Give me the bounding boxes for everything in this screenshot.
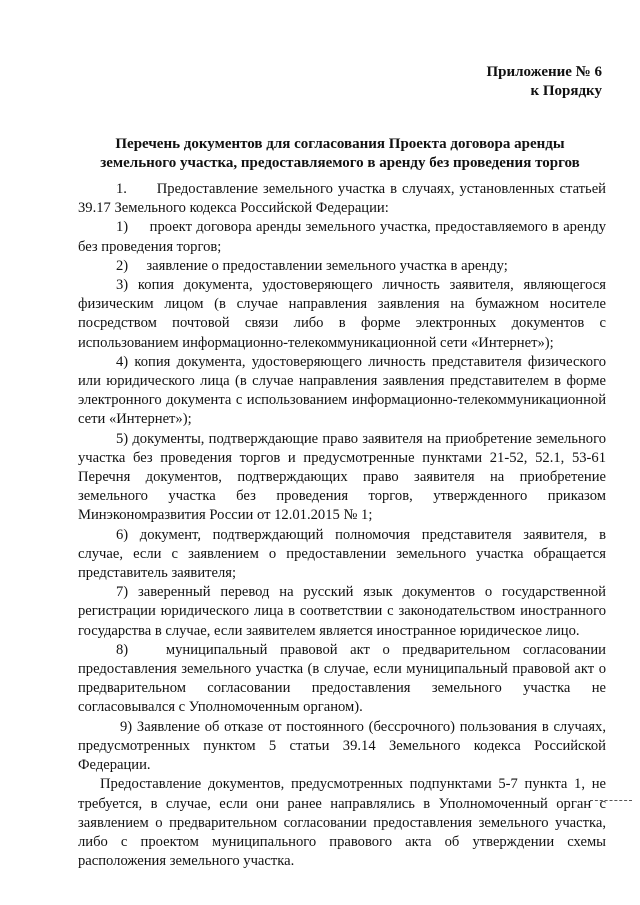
appendix-number: Приложение № 6 xyxy=(486,64,602,80)
paragraph-subitem-2: 2) заявление о предоставлении земельного участка в аренду; xyxy=(116,257,508,274)
document-title xyxy=(80,135,600,173)
paragraph-subitem-4: 4) копия документа, удостоверяющего личность представителя физического или юридического лица (в случае направления заявления представителем в форме электронного документа с использованием информационно-телекоммуникационной сети «Интернет»); xyxy=(78,353,606,428)
scan-artifact-line xyxy=(590,800,632,801)
paragraph-subitem-1: 1) проект договора аренды земельного участка, предоставляемого в аренду без проведения торгов; xyxy=(78,219,606,255)
paragraph-item-1: 1. Предоставление земельного участка в случаях, установленных статьей 39.17 Земельного кодекса Российской Федерации: xyxy=(78,181,606,217)
paragraph-subitem-7: 7) заверенный перевод на русский язык документов о государственной регистрации юридического лица в соответствии с законодательством иностранного государства в случае, если заявителем является иностранное юридическое лицо. xyxy=(78,584,606,639)
title-line-1: Перечень документов для согласования Проекта договора аренды xyxy=(115,136,565,152)
paragraph-subitem-3: 3) копия документа, удостоверяющего личность заявителя, являющегося физическим лицом (в случае направления заявления на бумажном носителе посредством почтовой связи либо в форме электронных документов с использованием информационно-телекоммуникационной сети «Интернет»); xyxy=(78,277,606,351)
paragraph-note: Предоставление документов, предусмотренных подпунктами 5-7 пункта 1, не требуется, в случае, если они ранее направлялись в Уполномоченный орган с заявлением о предварительном согласовании предоставления земельного участка, либо с проектом муниципального правового акта об утверждении схемы расположения земельного участка. xyxy=(78,776,606,870)
appendix-header xyxy=(486,63,602,101)
paragraph-subitem-6: 6) документ, подтверждающий полномочия представителя заявителя, в случае, если с заявлением о предоставлении земельного участка обращается представитель заявителя; xyxy=(78,526,606,582)
paragraph-subitem-9: 9) Заявление об отказе от постоянного (бессрочного) пользования в случаях, предусмотренных пунктом 5 статьи 39.14 Земельного кодекса Российской Федерации. xyxy=(78,718,606,774)
title-line-2: земельного участка, предоставляемого в аренду без проведения торгов xyxy=(100,155,580,171)
appendix-reference: к Порядку xyxy=(530,83,602,99)
paragraph-subitem-8: 8) муниципальный правовой акт о предварительном согласовании предоставления земельного участка (в случае, если муниципальный правовой акт о предварительном согласовании предоставления земельного участка не согласовывался с Уполномоченным органом). xyxy=(78,641,606,716)
document-body xyxy=(78,180,606,871)
paragraph-subitem-5: 5) документы, подтверждающие право заявителя на приобретение земельного участка без проведения торгов и предусмотренные пунктами 21-52, 52.1, 53-61 Перечня документов, подтверждающих право заявителя на приобретение земельного участка без проведения торгов, утвержденного приказом Минэкономразвития России от 12.01.2015 № 1; xyxy=(78,430,606,524)
